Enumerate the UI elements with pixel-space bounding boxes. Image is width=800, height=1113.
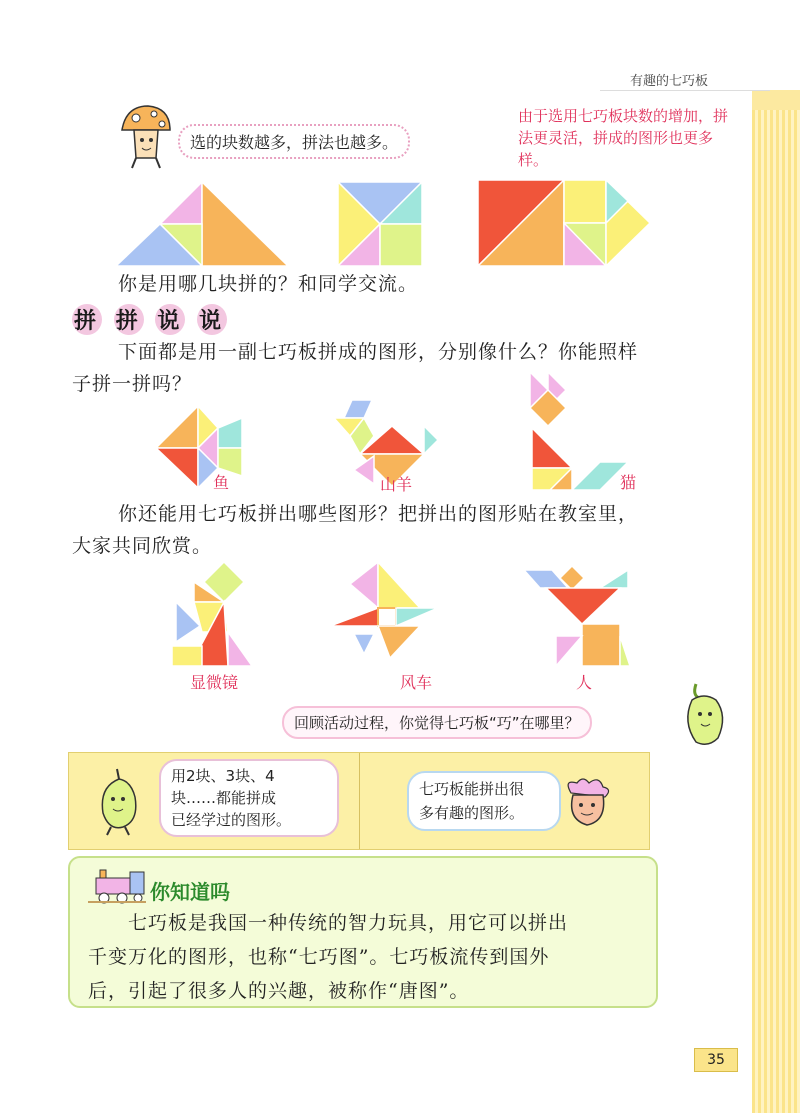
paragraph-2-line-2: 大家共同欣赏。 [72,535,213,557]
panel-left-line-3: 已经学过的图形。 [171,811,292,829]
speech-bubble-review: 回顾活动过程，你觉得七巧板“巧”在哪里？ [282,706,592,739]
page-edge-decoration [752,90,800,1113]
section-char-1: 拼 [72,304,102,335]
peach-mascot-icon [563,775,613,831]
paragraph-1-line-1: 下面都是用一副七巧板拼成的图形，分别像什么？你能照样 [118,341,639,363]
caption-fish: 鱼 [213,473,230,492]
did-you-know-body [88,906,648,1008]
panel-left-line-2: 块……都能拼成 [171,789,277,807]
mushroom-mascot-icon [118,104,174,172]
panel-right-bubble [407,771,561,831]
tangram-person [524,566,630,670]
pear-mascot-icon [97,767,141,837]
tangram-pinwheel [330,562,438,662]
question-text: 你是用哪几块拼的？和同学交流。 [118,273,419,295]
header-rule [600,90,770,91]
section-title [72,304,227,335]
tangram-fish [156,406,246,488]
train-icon [86,868,148,904]
dyk-line-3: 后，引起了很多人的兴趣，被称作“唐图”。 [88,980,470,1002]
page-edge-top [752,90,800,110]
speech-bubble-top: 选的块数越多，拼法也越多。 [178,124,410,159]
side-note: 由于选用七巧板块数的增加，拼法更灵活，拼成的图形也更多样。 [518,107,729,169]
tangram-square [338,182,422,266]
section-char-3: 说 [155,304,185,335]
dyk-line-1: 七巧板是我国一种传统的智力玩具，用它可以拼出 [128,912,569,934]
caption-microscope: 显微镜 [190,673,239,692]
did-you-know-box [68,856,658,1008]
dyk-line-2: 千变万化的图形，也称“七巧图”。七巧板流传到国外 [88,946,550,968]
tangram-arrow-shape [478,180,650,266]
paragraph-2-line-1: 你还能用七巧板拼出哪些图形？把拼出的图形贴在教室里， [118,503,639,525]
pepper-mascot-icon [682,682,730,748]
caption-goat: 山羊 [380,475,413,494]
panel-left-line-1: 用2块、3块、4 [171,767,275,785]
did-you-know-title: 你知道吗 [150,880,230,904]
tangram-triangle [116,182,288,266]
section-char-2: 拼 [114,304,144,335]
discussion-panel [68,752,650,850]
caption-pinwheel: 风车 [400,673,433,692]
section-char-4: 说 [197,304,227,335]
panel-left-bubble [159,759,339,837]
tangram-cat [530,372,628,490]
panel-right-line-2: 多有趣的图形。 [419,804,525,822]
tangram-microscope [172,562,254,666]
page-number: 35 [694,1048,738,1072]
panel-right-line-1: 七巧板能拼出很 [419,780,525,798]
paragraph-1-line-2: 子拼一拼吗？ [72,373,193,395]
caption-cat: 猫 [620,473,637,492]
caption-person: 人 [576,673,593,692]
panel-divider [359,753,360,849]
page-header: 有趣的七巧板 [630,74,709,89]
